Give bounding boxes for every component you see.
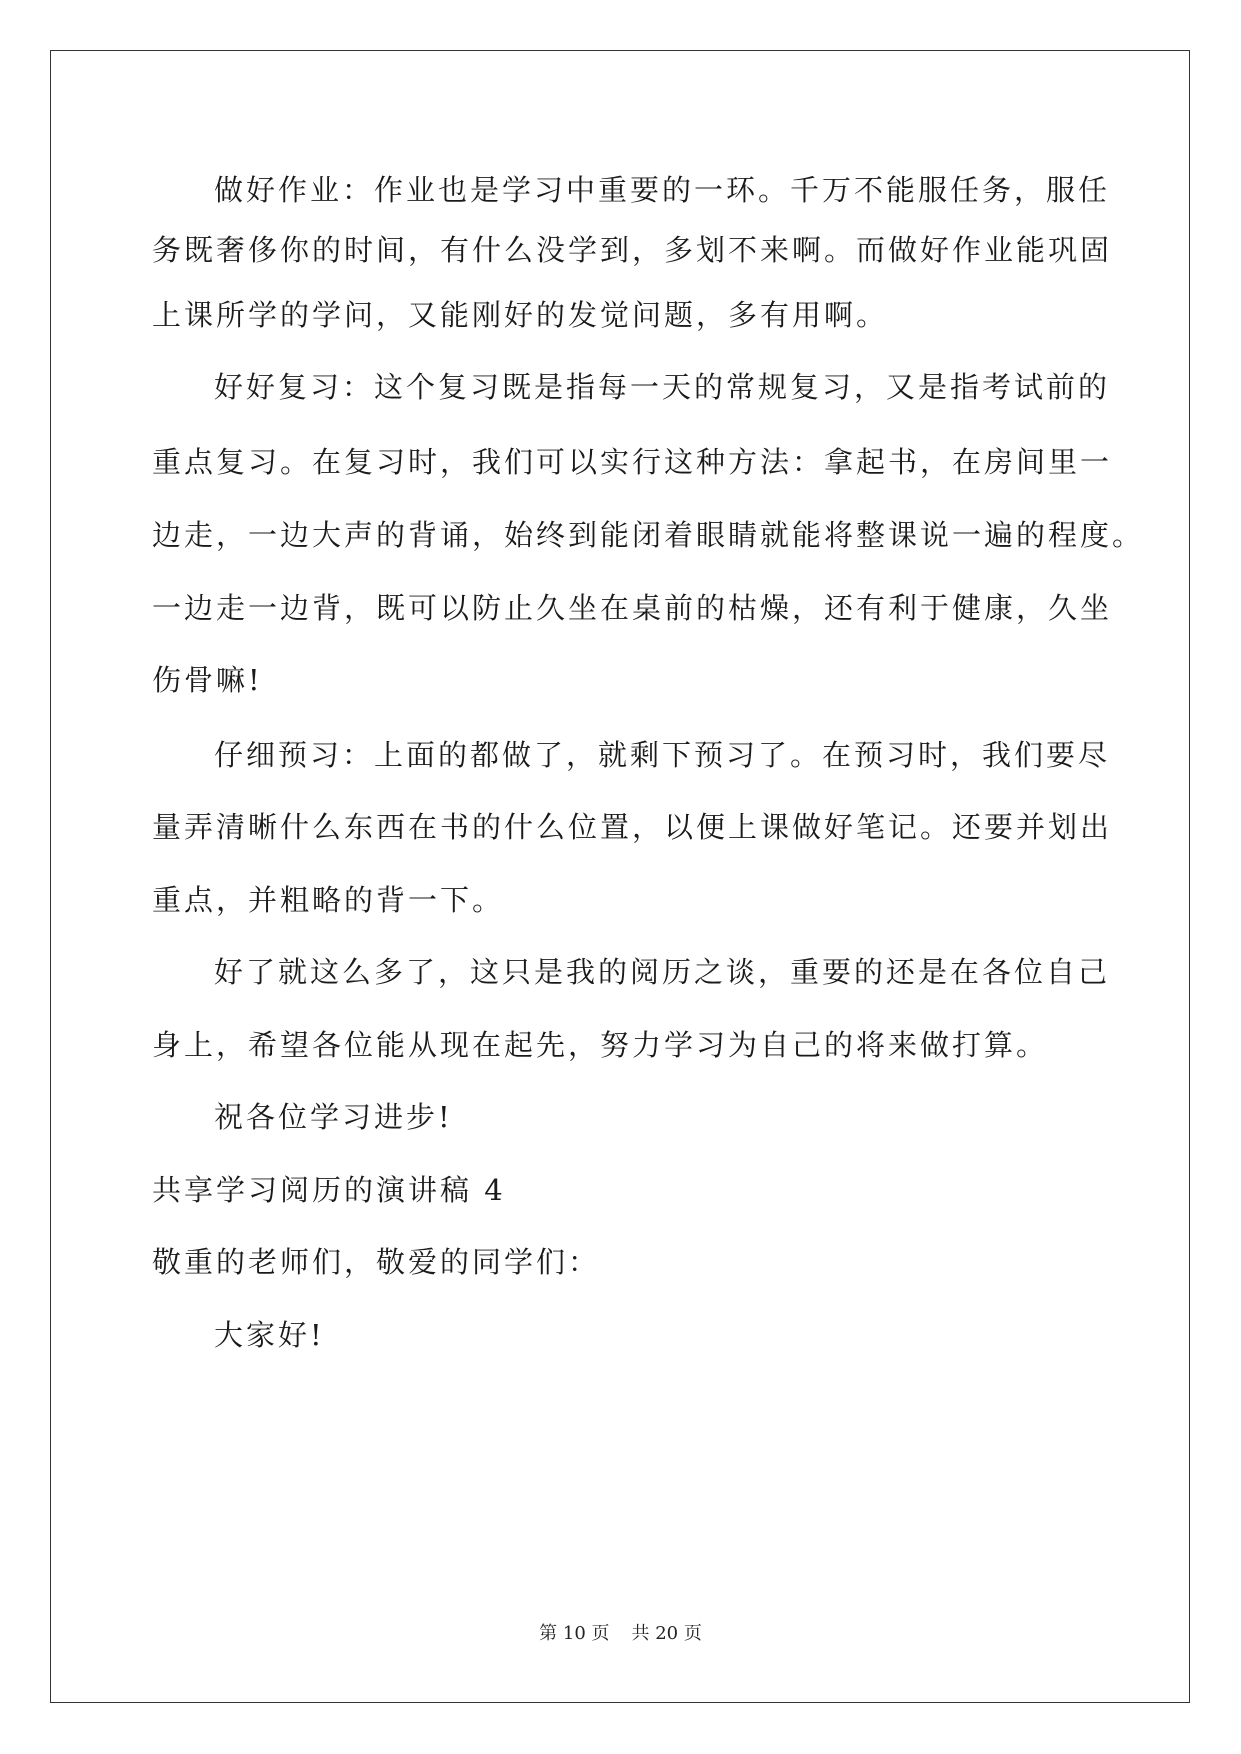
paragraph-line: 一边走一边背，既可以防止久坐在桌前的枯燥，还有利于健康，久坐: [152, 591, 1113, 625]
page-number-total: 共 20 页: [631, 1623, 702, 1644]
paragraph-line: 重点，并粗略的背一下。: [152, 883, 505, 917]
paragraph-line: 做好作业：作业也是学习中重要的一环。千万不能服任务，服任: [214, 173, 1111, 207]
section-title: 共享学习阅历的演讲稿 4: [152, 1173, 506, 1207]
paragraph-line: 伤骨嘛!: [152, 663, 263, 697]
paragraph-line: 务既奢侈你的时间，有什么没学到，多划不来啊。而做好作业能巩固: [152, 233, 1113, 267]
paragraph-line: 身上，希望各位能从现在起先，努力学习为自己的将来做打算。: [152, 1028, 1049, 1062]
closing-line: 祝各位学习进步!: [214, 1100, 453, 1134]
page-footer: [0, 1622, 1241, 1646]
page-number-current: 第 10 页: [539, 1623, 610, 1644]
paragraph-line: 重点复习。在复习时，我们可以实行这种方法：拿起书，在房间里一: [152, 445, 1113, 479]
paragraph-line: 量弄清晰什么东西在书的什么位置，以便上课做好笔记。还要并划出: [152, 810, 1113, 844]
paragraph-line: 仔细预习：上面的都做了，就剩下预习了。在预习时，我们要尽: [214, 738, 1111, 772]
paragraph-line: 边走，一边大声的背诵，始终到能闭着眼睛就能将整课说一遍的程度。: [152, 518, 1145, 552]
paragraph-line: 上课所学的学问，又能刚好的发觉问题，多有用啊。: [152, 298, 889, 332]
salutation: 敬重的老师们，敬爱的同学们：: [152, 1245, 601, 1279]
paragraph-line: 好好复习：这个复习既是指每一天的常规复习，又是指考试前的: [214, 370, 1111, 404]
greeting: 大家好!: [214, 1318, 325, 1352]
paragraph-line: 好了就这么多了，这只是我的阅历之谈，重要的还是在各位自己: [214, 955, 1111, 989]
